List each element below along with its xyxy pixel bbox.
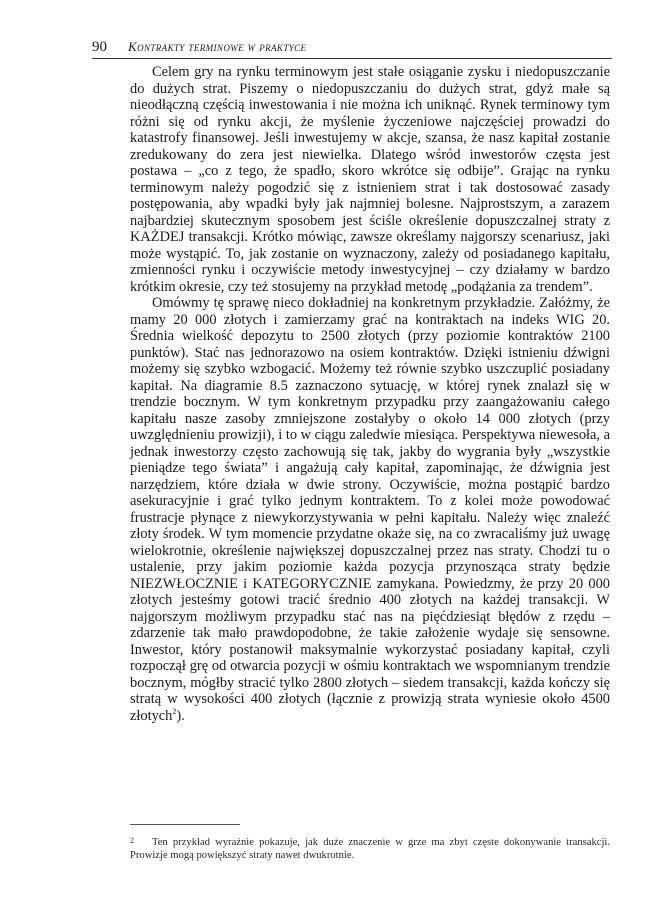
footnote	[130, 836, 610, 862]
footnote-reference[interactable]: 2	[172, 706, 177, 716]
footnote-rule	[130, 824, 240, 825]
paragraph-2-text: Omówmy tę sprawę nieco dokładniej na konkretnym przykładzie. Załóżmy, że mamy 20 000 złotych i zamierzamy grać na kontraktach na indeks WIG 20. Średnia wielkość depozytu to 2500 złotych (przy poziomie kontraktów 2100 punktów). Stać nas jednorazowo na osiem kontraktów. Dzięki istnieniu dźwigni możemy się szybko wzbogacić. Możemy też równie szybko uszczuplić posiadany kapitał. Na diagramie 8.5 zaznaczono sytuację, w której rynek znalazł się w trendzie bocznym. W tym konkretnym przypadku przy zaangażowaniu całego kapitału nasze zasoby zmniejszone zostałyby o około 14 000 złotych (przy uwzględnieniu prowizji), i to w ciągu zaledwie miesiąca. Perspektywa niewesoła, a jednak inwestorzy często zachowują się tak, jakby do wygrania były „wszystkie pieniądze tego świata” i angażują cały kapitał, zapominając, że dźwignia jest narzędziem, które działa w dwie strony. Oczywiście, można postąpić bardzo asekuracyjnie i grać tylko jednym kontraktem. To z kolei może powodować frustracje płynące z niewykorzystywania w pełni kapitału. Należy więc znaleźć złoty środek. W tym momencie przydatne okaże się, na co zwracaliśmy już uwagę wielokrotnie, określenie największej dopuszczalnej przez nas straty. Chodzi tu o ustalenie, przy jakim poziomie każda pozycja przynosząca straty będzie NIEZWŁOCZNIE i KATEGORYCZNIE zamykana. Powiedzmy, że przy 20 000 złotych jesteśmy gotowi tracić średnio 400 złotych na każdej transakcji. W najgorszym możliwym przypadku stać nas na pięćdziesiąt błędów z rzędu – zdarzenie tak mało prawdopodobne, że takie założenie wydaje się sensowne. Inwestor, który postanowił maksymalnie wykorzystać posiadany kapitał, czyli rozpoczął grę od otwarcia pozycji w ośmiu kontraktach we wspomnianym trendzie bocznym, mógłby stracić tylko 2800 złotych – siedem transakcji, każda kończy się stratą w wysokości 400 złotych (łącznie z prowizją strata wyniesie około 4500 złotych	[130, 295, 610, 724]
paragraph-2-end: ).	[176, 707, 185, 724]
footnote-text: Ten przykład wyraźnie pokazuje, jak duże znaczenie w grze ma zbyt częste dokonywanie transakcji. Prowizje mogą powiększyć straty nawet dwukrotnie.	[130, 837, 610, 861]
header-rule	[92, 58, 612, 59]
footnote-mark: 2	[130, 836, 134, 845]
paragraph-2	[130, 295, 610, 724]
running-title: Kontrakty terminowe w praktyce	[128, 39, 307, 54]
main-text	[130, 64, 610, 724]
paragraph-1: Celem gry na rynku terminowym jest stałe osiąganie zysku i niedopuszczanie do dużych strat. Piszemy o niedopuszczaniu do dużych strat, gdyż małe są nieodłączną częścią inwestowania i nie można ich uniknąć. Rynek terminowy tym różni się od rynku akcji, że myślenie życzeniowe najczęściej prowadzi do katastrofy finansowej. Jeśli inwestujemy w akcje, szansa, że nasz kapitał zostanie zredukowany do zera jest niewielka. Dlatego wśród inwestorów częsta jest postawa – „co z tego, że spadło, skoro wkrótce się odbije”. Grając na rynku terminowym należy pogodzić się z istnieniem strat i tak dostosować zasady postępowania, aby wpadki były jak najmniej bolesne. Najprostszym, a zarazem najbardziej skutecznym sposobem jest ściśle określenie dopuszczalnej straty z KAŻDEJ transakcji. Krótko mówiąc, zawsze określamy najgorszy scenariusz, jaki może wystąpić. To, jak zostanie on wyznaczony, zależy od posiadanego kapitału, zmienności rynku i oczywiście metody inwestycyjnej – czy działamy w bardzo krótkim okresie, czy też stosujemy na przykład metodę „podążania za trendem”.	[130, 64, 610, 295]
page-number: 90	[92, 39, 107, 55]
page-header	[92, 38, 612, 58]
